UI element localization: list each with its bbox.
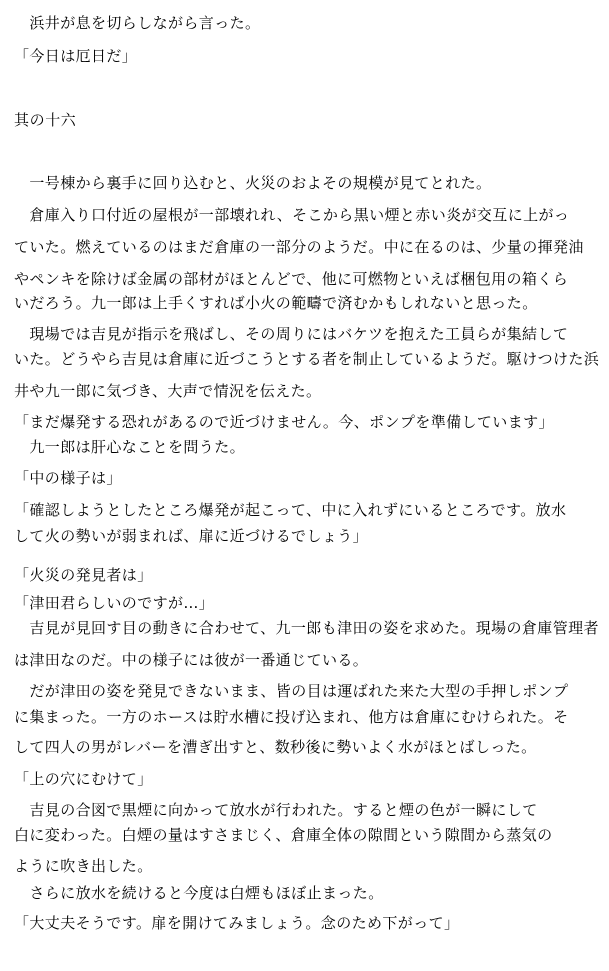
text-line: 井や九一郎に気づき、大声で情況を伝えた。	[14, 382, 322, 400]
text-line: 白に変わった。白煙の量はすさまじく、倉庫全体の隙間という隙間から蒸気の	[14, 826, 553, 844]
text-line: 「火災の発見者は」	[14, 566, 153, 584]
text-line: ていた。燃えているのはまだ倉庫の一部分のようだ。中に在るのは、少量の揮発油	[14, 238, 584, 256]
text-line: 現場では吉見が指示を飛ばし、その周りにはバケツを抱えた工員らが集結して	[14, 325, 569, 343]
section-heading: 其の十六	[14, 111, 77, 129]
text-line: 「中の様子は」	[14, 469, 122, 487]
text-line: して四人の男がレバーを漕ぎ出すと、数秒後に勢いよく水がほとばしった。	[14, 738, 537, 756]
text-line: 「上の穴にむけて」	[14, 770, 153, 788]
text-line: だが津田の姿を発見できないまま、皆の目は運ばれた来た大型の手押しポンプ	[14, 682, 569, 700]
text-line: 「今日は厄日だ」	[14, 47, 138, 65]
text-line: して火の勢いが弱まれば、扉に近づけるでしょう」	[14, 527, 369, 545]
text-line: 吉見の合図で黒煙に向かって放水が行われた。すると煙の色が一瞬にして	[14, 801, 538, 819]
text-line: 吉見が見回す目の動きに合わせて、九一郎も津田の姿を求めた。現場の倉庫管理者	[14, 619, 599, 637]
text-line: いだろう。九一郎は上手くすれば小火の範疇で済むかもしれないと思った。	[14, 294, 538, 312]
text-line: 「確認しようとしたところ爆発が起こって、中に入れずにいるところです。放水	[14, 501, 567, 519]
text-line: 「大丈夫そうです。扉を開けてみましょう。念のため下がって」	[14, 914, 460, 932]
text-line: さらに放水を続けると今度は白煙もほぼ止まった。	[14, 884, 384, 902]
text-line: 「まだ爆発する恐れがあるので近づけません。今、ポンプを準備しています」	[14, 413, 554, 431]
text-line: は津田なのだ。中の様子には彼が一番通じている。	[14, 651, 369, 669]
text-line: ように吹き出した。	[14, 857, 153, 875]
text-line: 倉庫入り口付近の屋根が一部壊れれ、そこから黒い煙と赤い炎が交互に上がっ	[14, 206, 570, 224]
text-line: 一号棟から裏手に回り込むと、火災のおよその規模が見てとれた。	[14, 174, 492, 192]
text-line: いた。どうやら吉見は倉庫に近づこうとする者を制止しているようだ。駆けつけた浜	[14, 350, 600, 368]
text-line: 浜井が息を切らしながら言った。	[14, 14, 261, 32]
text-line: に集まった。一方のホースは貯水槽に投げ込まれ、他方は倉庫にむけられた。そ	[14, 708, 569, 726]
text-line: 「津田君らしいのですが…」	[14, 594, 215, 612]
text-line: 九一郎は肝心なことを問うた。	[14, 438, 246, 456]
text-line: やペンキを除けば金属の部材がほとんどで、他に可燃物といえば梱包用の箱くら	[14, 270, 569, 288]
